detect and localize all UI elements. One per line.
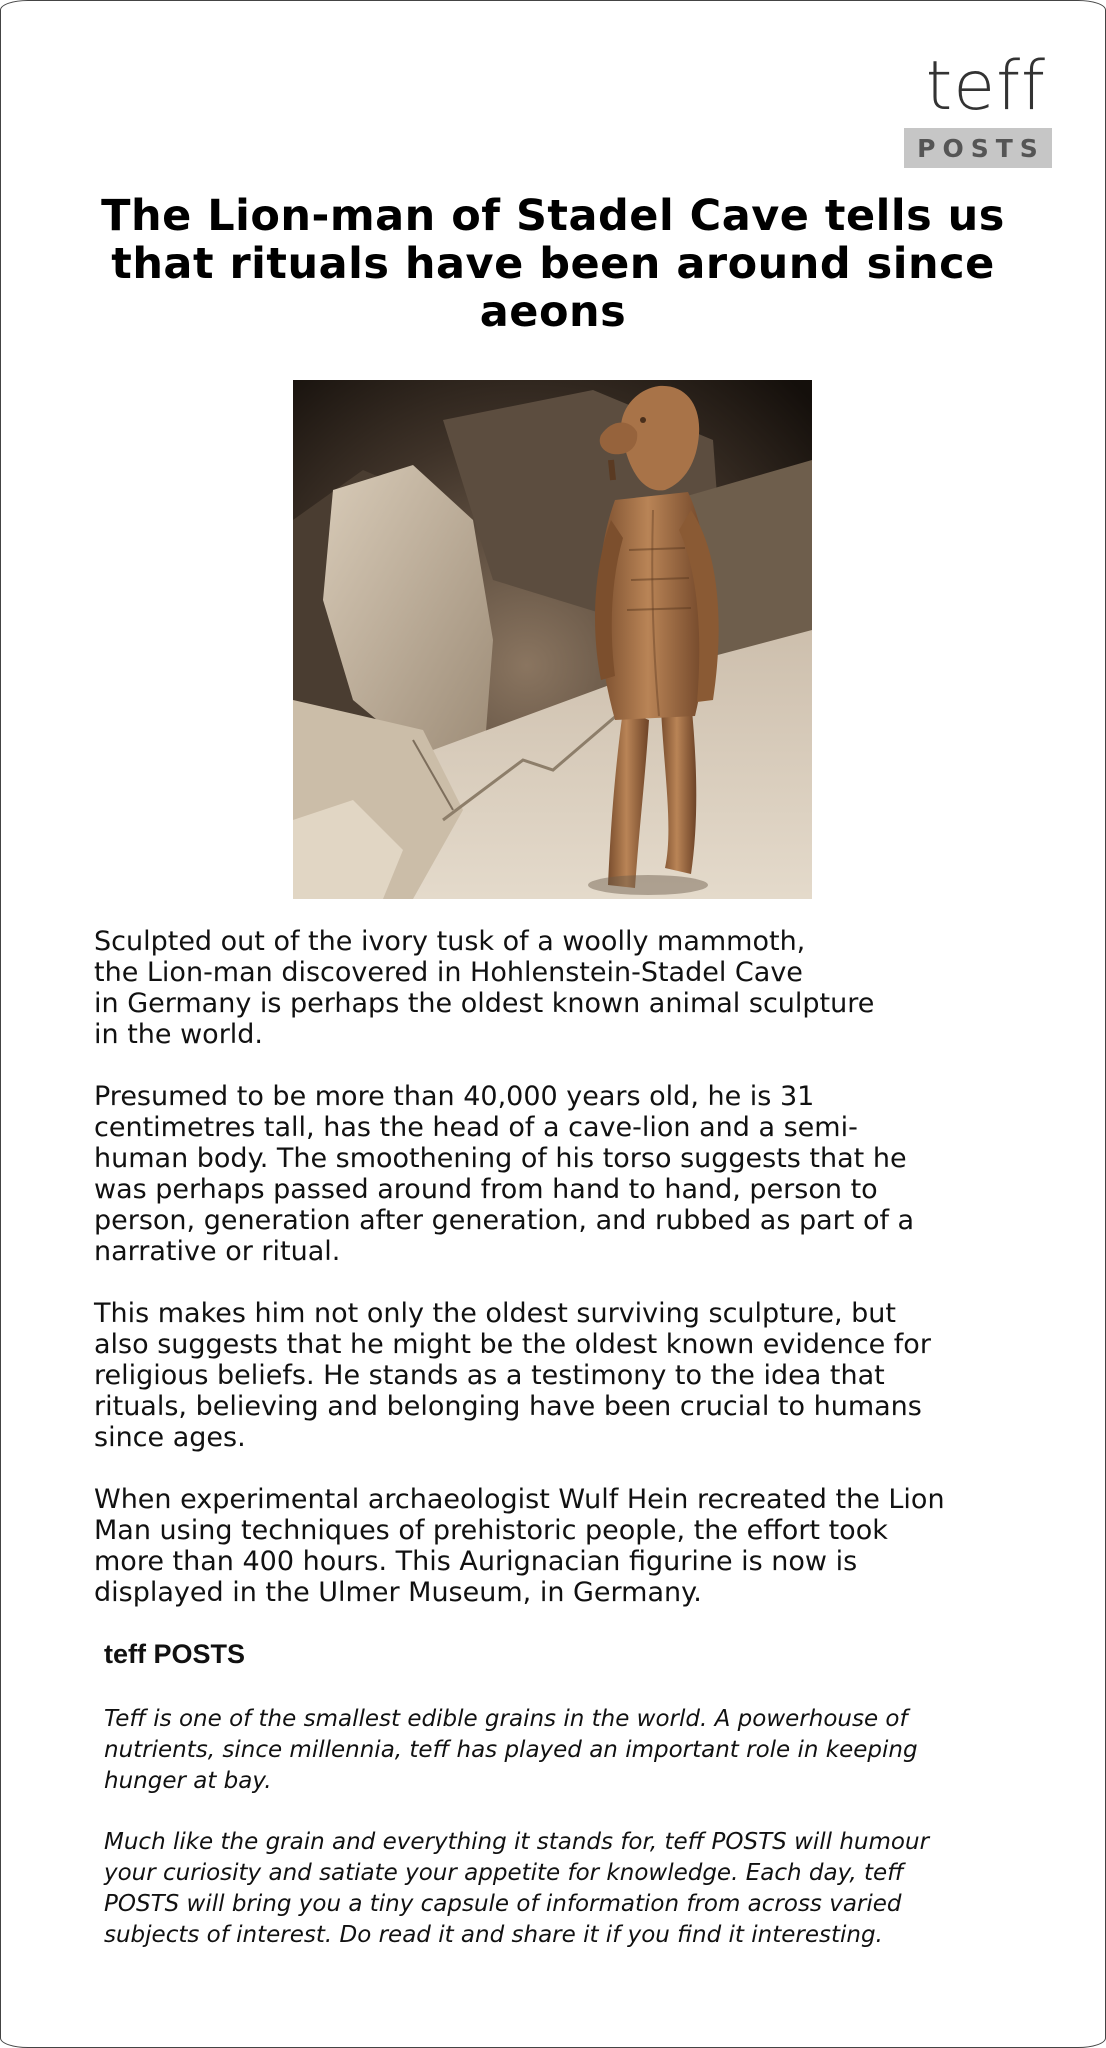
- about-paragraph-2: Much like the grain and everything it stands for, teff POSTS will humour your curiosity and satiate your appetite for knowledge. Each day, teff POSTS will bring you a tiny capsule of information from across varied subjects of interest. Do read it and share it if you find it interesting.: [104, 1829, 930, 1948]
- logo-band: [904, 128, 1052, 168]
- article-body: [94, 926, 1029, 1639]
- article-title: The Lion-man of Stadel Cave tells us that rituals have been around since aeons: [101, 191, 1005, 337]
- paragraph-3: This makes him not only the oldest surviving sculpture, but also suggests that he might be the oldest known evidence for religious beliefs. He stands as a testimony to the idea that rituals, believing and belonging have been crucial to humans since ages.: [94, 1298, 931, 1453]
- logo-band-text: POSTS: [917, 133, 1045, 163]
- paragraph-4: When experimental archaeologist Wulf Hein recreated the Lion Man using techniques of prehistoric people, the effort took more than 400 hours. This Aurignacian figurine is now is displayed in the Ulmer Museum, in Germany.: [94, 1484, 945, 1608]
- about-section: [104, 1638, 1004, 1951]
- paragraph-1: Sculpted out of the ivory tusk of a woolly mammoth, the Lion-man discovered in Hohlenstein-Stadel Cave in Germany is perhaps the oldest known animal sculpture in the world.: [94, 926, 875, 1050]
- about-heading: teff POSTS: [104, 1639, 246, 1669]
- lion-man-photo: [293, 380, 812, 899]
- logo-word: teff: [925, 47, 1046, 126]
- teff-posts-logo: [904, 47, 1052, 168]
- paragraph-2: Presumed to be more than 40,000 years old, he is 31 centimetres tall, has the head of a cave-lion and a semi- human body. The smoothening of his torso suggests that he was perhaps passed around from hand to hand, person to person, generation after generation, and rubbed as part of a narrative or ritual.: [94, 1081, 915, 1267]
- about-paragraph-1: Teff is one of the smallest edible grains in the world. A powerhouse of nutrients, since millennia, teff has played an important role in keeping hunger at bay.: [104, 1706, 918, 1794]
